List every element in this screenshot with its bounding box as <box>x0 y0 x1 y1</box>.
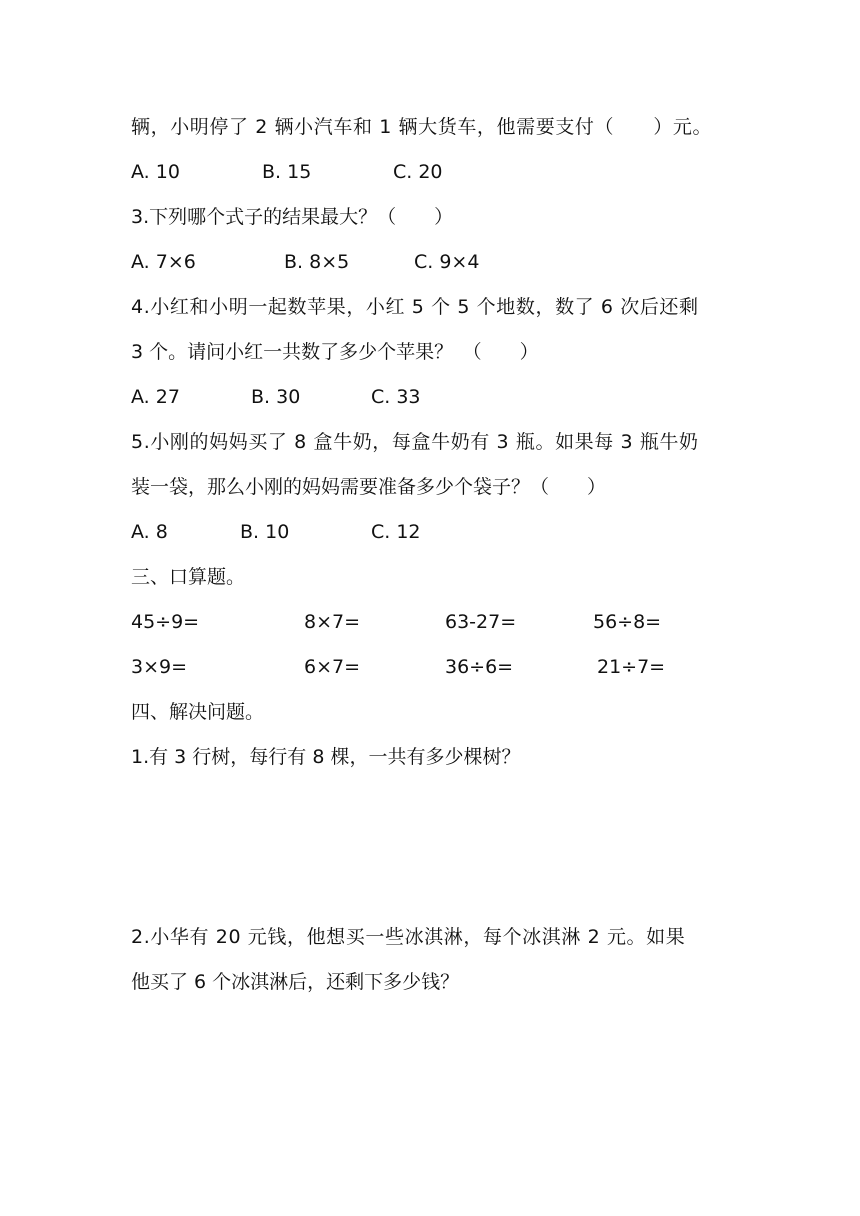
option-b: B. 30 <box>251 386 301 408</box>
mental-math-item: 36÷6= <box>445 656 514 678</box>
mental-math-item: 56÷8= <box>593 611 662 633</box>
option-a: A. 10 <box>131 161 180 183</box>
option-c: C. 12 <box>371 521 421 543</box>
option-a: A. 8 <box>131 521 168 543</box>
question-4-line-2: 3 个。请问小红一共数了多少个苹果？ （ ） <box>131 341 539 363</box>
section-3-title: 三、口算题。 <box>131 566 246 588</box>
problem-2-line-2: 他买了 6 个冰淇淋后，还剩下多少钱？ <box>131 971 460 993</box>
mental-math-item: 3×9= <box>131 656 188 678</box>
problem-1: 1.有 3 行树，每行有 8 棵，一共有多少棵树？ <box>131 746 521 768</box>
question-5-line-2: 装一袋，那么小刚的妈妈需要准备多少个袋子？（ ） <box>131 476 607 498</box>
mental-math-item: 6×7= <box>304 656 361 678</box>
question-2-continuation: 辆，小明停了 2 辆小汽车和 1 辆大货车，他需要支付（ ）元。 <box>131 116 713 138</box>
question-3: 3.下列哪个式子的结果最大？（ ） <box>131 206 454 228</box>
question-4-line-1: 4.小红和小明一起数苹果，小红 5 个 5 个地数，数了 6 次后还剩 <box>131 296 699 318</box>
option-b: B. 10 <box>240 521 290 543</box>
option-c: C. 20 <box>393 161 443 183</box>
section-4-title: 四、解决问题。 <box>131 701 265 723</box>
option-c: C. 9×4 <box>414 251 480 273</box>
option-b: B. 15 <box>262 161 312 183</box>
question-5-line-1: 5.小刚的妈妈买了 8 盒牛奶，每盒牛奶有 3 瓶。如果每 3 瓶牛奶 <box>131 431 699 453</box>
problem-2-line-1: 2.小华有 20 元钱，他想买一些冰淇淋，每个冰淇淋 2 元。如果 <box>131 926 686 948</box>
mental-math-item: 8×7= <box>304 611 361 633</box>
option-a: A. 7×6 <box>131 251 196 273</box>
option-a: A. 27 <box>131 386 180 408</box>
option-c: C. 33 <box>371 386 421 408</box>
mental-math-item: 21÷7= <box>597 656 666 678</box>
option-b: B. 8×5 <box>284 251 350 273</box>
mental-math-item: 63-27= <box>445 611 517 633</box>
mental-math-item: 45÷9= <box>131 611 200 633</box>
